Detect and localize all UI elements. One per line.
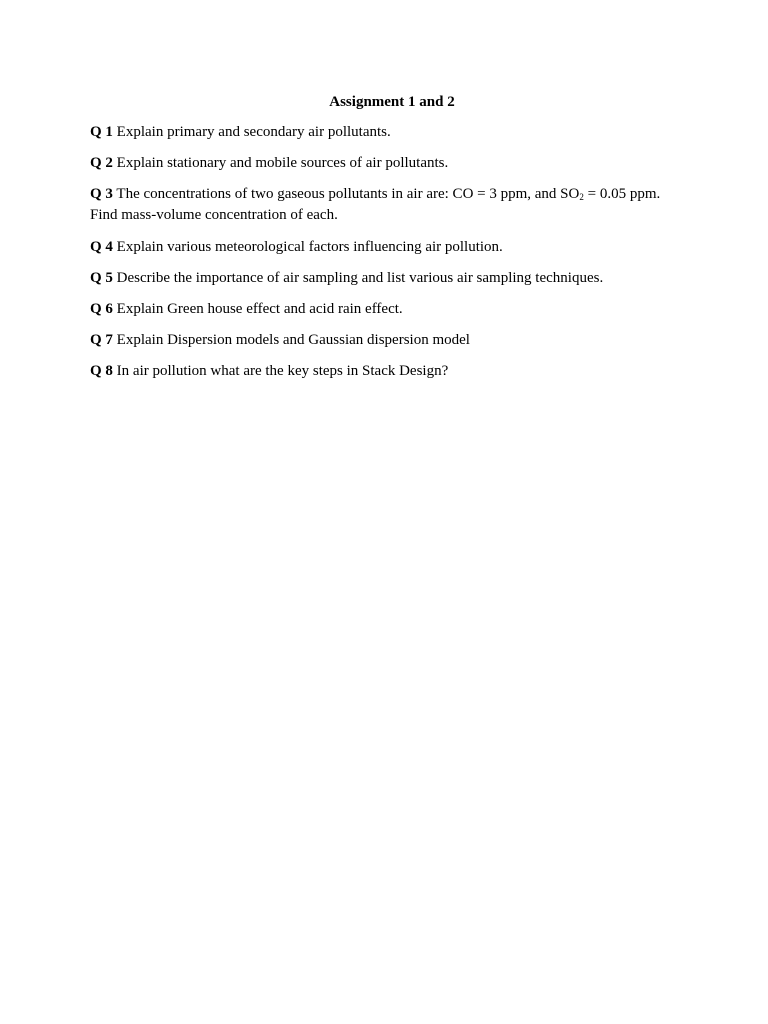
question-8 bbox=[90, 361, 680, 382]
question-number: Q 3 bbox=[90, 186, 113, 202]
question-number: Q 2 bbox=[90, 155, 113, 171]
question-number: Q 4 bbox=[90, 239, 113, 255]
question-4 bbox=[90, 237, 680, 258]
question-number: Q 7 bbox=[90, 332, 113, 348]
question-number: Q 8 bbox=[90, 363, 113, 379]
question-text-after: = 0.05 ppm. Find mass-volume concentration of each. bbox=[90, 186, 661, 223]
question-text: Explain Green house effect and acid rain effect. bbox=[116, 301, 403, 317]
question-text: Explain primary and secondary air pollutants. bbox=[116, 124, 391, 140]
question-text: Explain various meteorological factors influencing air pollution. bbox=[116, 239, 503, 255]
question-1 bbox=[90, 122, 680, 143]
question-number: Q 1 bbox=[90, 124, 113, 140]
question-text: Explain stationary and mobile sources of air pollutants. bbox=[116, 155, 449, 171]
question-text-before: The concentrations of two gaseous pollutants in air are: CO = 3 ppm, and SO bbox=[116, 186, 580, 202]
question-number: Q 5 bbox=[90, 270, 113, 286]
question-5 bbox=[90, 268, 680, 289]
question-text: Explain Dispersion models and Gaussian dispersion model bbox=[116, 332, 470, 348]
question-text: Describe the importance of air sampling and list various air sampling techniques. bbox=[116, 270, 604, 286]
document-body bbox=[90, 92, 680, 392]
question-text: In air pollution what are the key steps in Stack Design? bbox=[116, 363, 449, 379]
question-6 bbox=[90, 299, 680, 320]
question-3 bbox=[90, 184, 680, 226]
question-2 bbox=[90, 153, 680, 174]
question-number: Q 6 bbox=[90, 301, 113, 317]
document-title: Assignment 1 and 2 bbox=[329, 94, 455, 110]
question-7 bbox=[90, 330, 680, 351]
subscript-2: 2 bbox=[579, 192, 584, 202]
